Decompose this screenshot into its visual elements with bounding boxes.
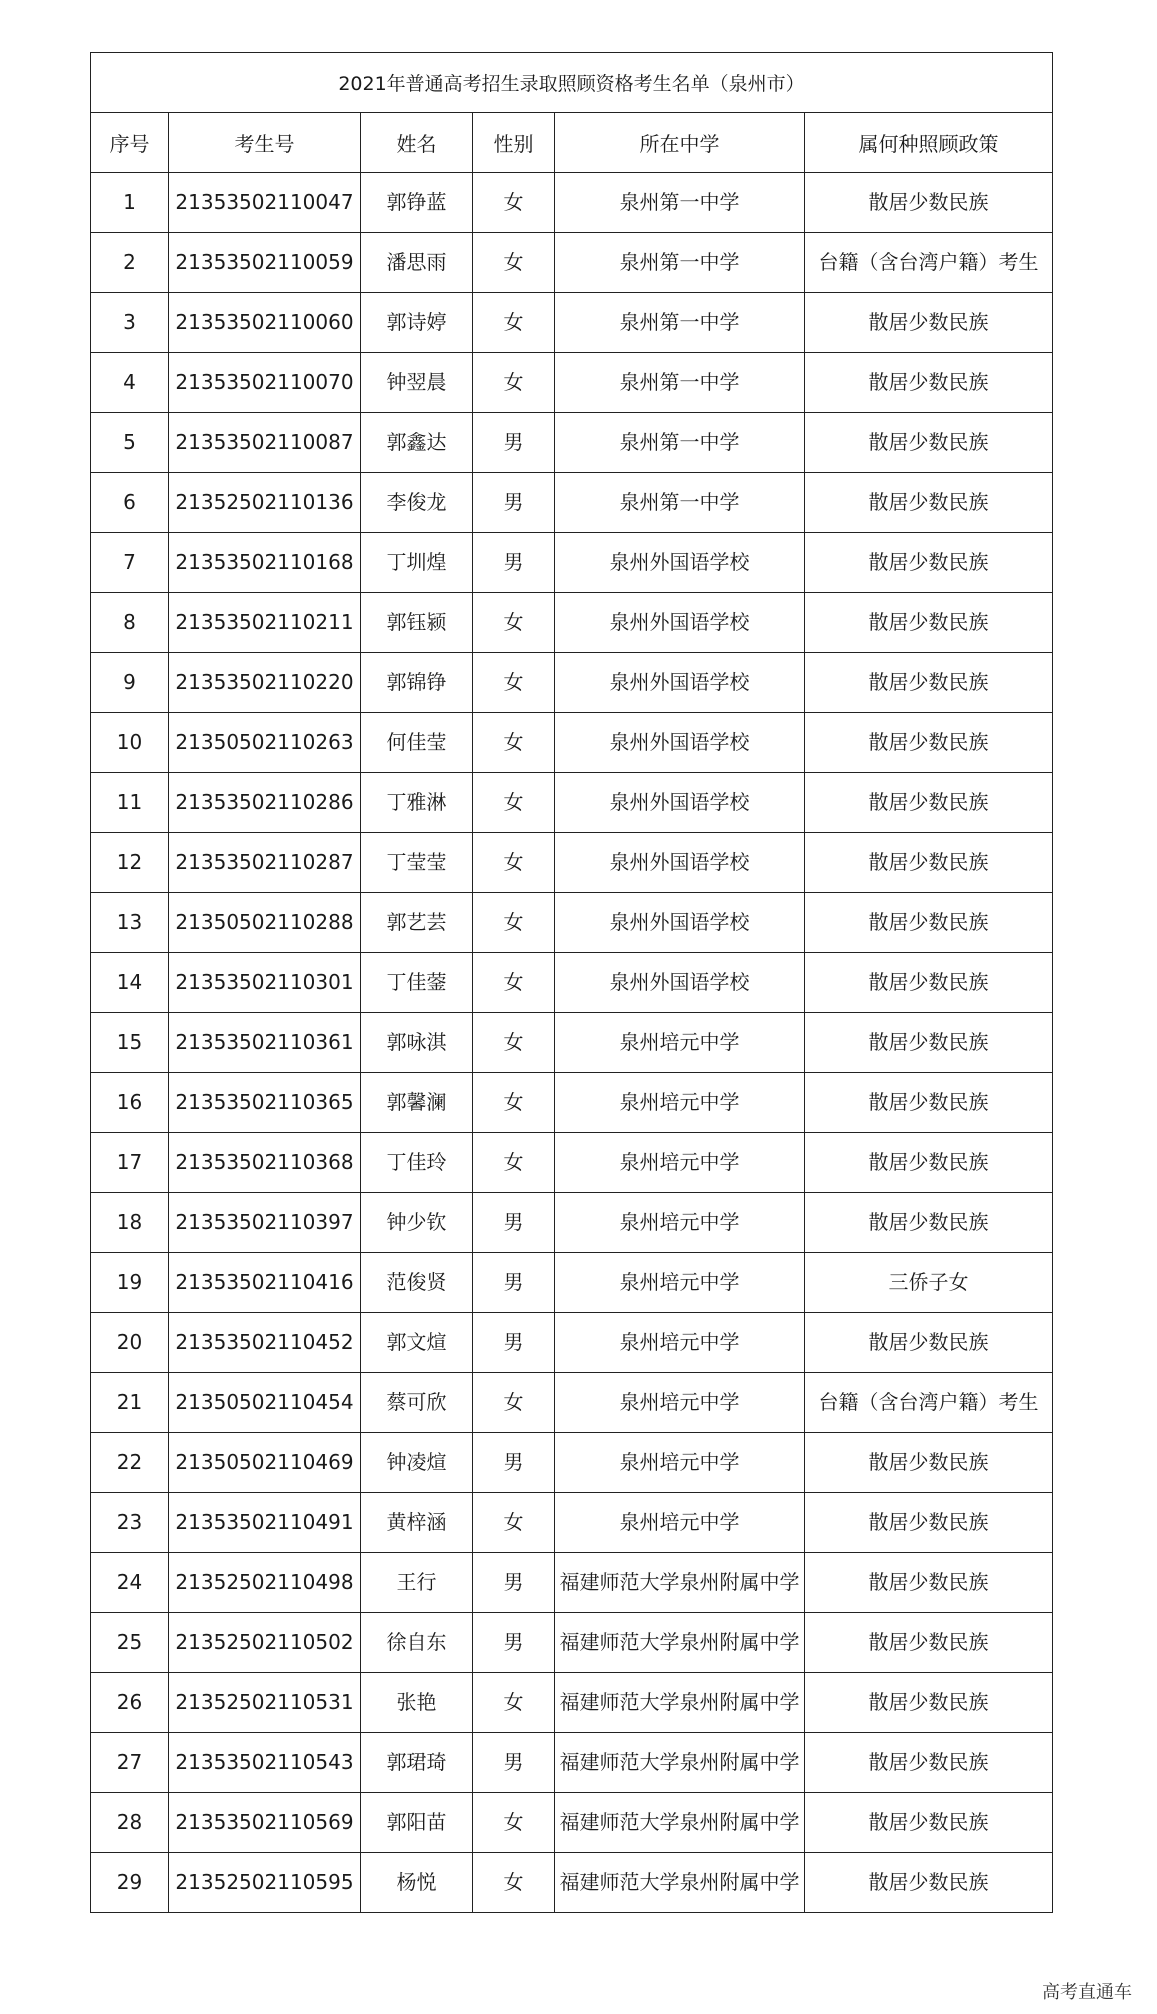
policy-cell: 散居少数民族 [805,833,1053,893]
school-cell: 泉州第一中学 [555,233,805,293]
policy-cell: 散居少数民族 [805,1193,1053,1253]
exam-number-cell: 21353502110361 [169,1013,361,1073]
policy-cell: 散居少数民族 [805,173,1053,233]
table-row [91,1373,1053,1433]
exam-number-cell: 21352502110502 [169,1613,361,1673]
exam-number-cell: 21352502110531 [169,1673,361,1733]
row-index-cell: 21 [91,1373,169,1433]
table-row [91,893,1053,953]
row-index-cell: 10 [91,713,169,773]
student-name-cell: 黄梓涵 [361,1493,473,1553]
student-name-cell: 郭艺芸 [361,893,473,953]
table-row [91,533,1053,593]
row-index-cell: 26 [91,1673,169,1733]
gender-cell: 女 [473,833,555,893]
school-cell: 泉州外国语学校 [555,893,805,953]
exam-number-cell: 21353502110287 [169,833,361,893]
student-name-cell: 钟凌煊 [361,1433,473,1493]
policy-cell: 散居少数民族 [805,653,1053,713]
gender-cell: 女 [473,1073,555,1133]
school-cell: 泉州培元中学 [555,1253,805,1313]
gender-cell: 女 [473,593,555,653]
document-sheet [90,52,1052,1913]
gender-cell: 男 [473,413,555,473]
gender-cell: 男 [473,1313,555,1373]
student-table [90,52,1053,1913]
school-cell: 泉州外国语学校 [555,533,805,593]
school-cell: 福建师范大学泉州附属中学 [555,1553,805,1613]
policy-cell: 台籍（含台湾户籍）考生 [805,233,1053,293]
row-index-cell: 6 [91,473,169,533]
gender-cell: 女 [473,1013,555,1073]
gender-cell: 女 [473,1793,555,1853]
table-row [91,833,1053,893]
policy-cell: 散居少数民族 [805,1073,1053,1133]
row-index-cell: 4 [91,353,169,413]
school-cell: 泉州外国语学校 [555,653,805,713]
gender-cell: 男 [473,1553,555,1613]
policy-cell: 散居少数民族 [805,1013,1053,1073]
column-header-exam-number: 考生号 [169,113,361,173]
student-name-cell: 李俊龙 [361,473,473,533]
student-name-cell: 郭锦铮 [361,653,473,713]
student-name-cell: 丁圳煌 [361,533,473,593]
policy-cell: 散居少数民族 [805,1133,1053,1193]
table-row [91,1253,1053,1313]
row-index-cell: 3 [91,293,169,353]
school-cell: 泉州培元中学 [555,1073,805,1133]
school-cell: 泉州外国语学校 [555,713,805,773]
table-row [91,1853,1053,1913]
exam-number-cell: 21353502110416 [169,1253,361,1313]
table-row [91,1733,1053,1793]
policy-cell: 散居少数民族 [805,413,1053,473]
school-cell: 泉州培元中学 [555,1433,805,1493]
table-row [91,953,1053,1013]
school-cell: 泉州培元中学 [555,1193,805,1253]
school-cell: 泉州外国语学校 [555,593,805,653]
exam-number-cell: 21353502110168 [169,533,361,593]
school-cell: 泉州培元中学 [555,1493,805,1553]
student-name-cell: 钟少钦 [361,1193,473,1253]
gender-cell: 女 [473,1373,555,1433]
policy-cell: 散居少数民族 [805,1793,1053,1853]
column-header-gender: 性别 [473,113,555,173]
exam-number-cell: 21353502110286 [169,773,361,833]
row-index-cell: 27 [91,1733,169,1793]
table-row [91,233,1053,293]
school-cell: 福建师范大学泉州附属中学 [555,1673,805,1733]
exam-number-cell: 21353502110569 [169,1793,361,1853]
policy-cell: 散居少数民族 [805,593,1053,653]
row-index-cell: 7 [91,533,169,593]
row-index-cell: 8 [91,593,169,653]
column-header-index: 序号 [91,113,169,173]
policy-cell: 散居少数民族 [805,1673,1053,1733]
school-cell: 泉州培元中学 [555,1013,805,1073]
policy-cell: 三侨子女 [805,1253,1053,1313]
student-name-cell: 王行 [361,1553,473,1613]
gender-cell: 女 [473,773,555,833]
student-name-cell: 张艳 [361,1673,473,1733]
school-cell: 泉州培元中学 [555,1373,805,1433]
policy-cell: 散居少数民族 [805,1853,1053,1913]
gender-cell: 女 [473,653,555,713]
gender-cell: 女 [473,953,555,1013]
school-cell: 泉州培元中学 [555,1313,805,1373]
student-name-cell: 郭珺琦 [361,1733,473,1793]
table-row [91,413,1053,473]
gender-cell: 男 [473,1613,555,1673]
student-name-cell: 丁雅淋 [361,773,473,833]
gender-cell: 女 [473,893,555,953]
student-name-cell: 丁莹莹 [361,833,473,893]
policy-cell: 散居少数民族 [805,293,1053,353]
gender-cell: 男 [473,1733,555,1793]
table-row [91,293,1053,353]
gender-cell: 女 [473,1853,555,1913]
row-index-cell: 16 [91,1073,169,1133]
exam-number-cell: 21350502110469 [169,1433,361,1493]
policy-cell: 散居少数民族 [805,773,1053,833]
header-row [91,113,1053,173]
student-name-cell: 何佳莹 [361,713,473,773]
gender-cell: 女 [473,713,555,773]
exam-number-cell: 21350502110288 [169,893,361,953]
footer-watermark: 高考直通车 [1042,1982,1132,2003]
exam-number-cell: 21353502110211 [169,593,361,653]
gender-cell: 女 [473,293,555,353]
policy-cell: 散居少数民族 [805,533,1053,593]
student-name-cell: 杨悦 [361,1853,473,1913]
policy-cell: 散居少数民族 [805,1313,1053,1373]
student-name-cell: 郭文煊 [361,1313,473,1373]
row-index-cell: 24 [91,1553,169,1613]
gender-cell: 男 [473,1253,555,1313]
row-index-cell: 17 [91,1133,169,1193]
gender-cell: 女 [473,1133,555,1193]
table-row [91,1673,1053,1733]
gender-cell: 男 [473,1433,555,1493]
policy-cell: 散居少数民族 [805,713,1053,773]
student-name-cell: 郭阳苗 [361,1793,473,1853]
school-cell: 泉州第一中学 [555,293,805,353]
school-cell: 泉州第一中学 [555,173,805,233]
table-row [91,1493,1053,1553]
row-index-cell: 28 [91,1793,169,1853]
column-header-policy: 属何种照顾政策 [805,113,1053,173]
row-index-cell: 1 [91,173,169,233]
gender-cell: 女 [473,233,555,293]
table-row [91,653,1053,713]
row-index-cell: 12 [91,833,169,893]
school-cell: 泉州外国语学校 [555,833,805,893]
school-cell: 福建师范大学泉州附属中学 [555,1853,805,1913]
gender-cell: 女 [473,1673,555,1733]
policy-cell: 散居少数民族 [805,1613,1053,1673]
school-cell: 泉州培元中学 [555,1133,805,1193]
row-index-cell: 19 [91,1253,169,1313]
policy-cell: 散居少数民族 [805,1733,1053,1793]
school-cell: 泉州第一中学 [555,353,805,413]
gender-cell: 男 [473,473,555,533]
policy-cell: 散居少数民族 [805,953,1053,1013]
student-name-cell: 郭铮蓝 [361,173,473,233]
gender-cell: 女 [473,353,555,413]
exam-number-cell: 21353502110060 [169,293,361,353]
policy-cell: 散居少数民族 [805,473,1053,533]
exam-number-cell: 21350502110263 [169,713,361,773]
student-name-cell: 潘思雨 [361,233,473,293]
table-row [91,1433,1053,1493]
table-row [91,473,1053,533]
row-index-cell: 22 [91,1433,169,1493]
policy-cell: 台籍（含台湾户籍）考生 [805,1373,1053,1433]
policy-cell: 散居少数民族 [805,1553,1053,1613]
row-index-cell: 25 [91,1613,169,1673]
exam-number-cell: 21353502110059 [169,233,361,293]
exam-number-cell: 21353502110220 [169,653,361,713]
school-cell: 福建师范大学泉州附属中学 [555,1793,805,1853]
table-row [91,1073,1053,1133]
student-name-cell: 蔡可欣 [361,1373,473,1433]
school-cell: 福建师范大学泉州附属中学 [555,1733,805,1793]
row-index-cell: 14 [91,953,169,1013]
student-name-cell: 郭鑫达 [361,413,473,473]
student-name-cell: 郭诗婷 [361,293,473,353]
student-name-cell: 丁佳玲 [361,1133,473,1193]
exam-number-cell: 21353502110047 [169,173,361,233]
policy-cell: 散居少数民族 [805,1493,1053,1553]
row-index-cell: 11 [91,773,169,833]
policy-cell: 散居少数民族 [805,893,1053,953]
column-header-name: 姓名 [361,113,473,173]
student-name-cell: 范俊贤 [361,1253,473,1313]
exam-number-cell: 21353502110452 [169,1313,361,1373]
exam-number-cell: 21352502110595 [169,1853,361,1913]
table-row [91,1553,1053,1613]
title-row [91,53,1053,113]
gender-cell: 女 [473,173,555,233]
row-index-cell: 15 [91,1013,169,1073]
document-title: 2021年普通高考招生录取照顾资格考生名单（泉州市） [91,53,1053,113]
row-index-cell: 29 [91,1853,169,1913]
exam-number-cell: 21353502110368 [169,1133,361,1193]
school-cell: 泉州外国语学校 [555,773,805,833]
row-index-cell: 20 [91,1313,169,1373]
school-cell: 泉州第一中学 [555,413,805,473]
exam-number-cell: 21353502110397 [169,1193,361,1253]
table-row [91,1133,1053,1193]
exam-number-cell: 21352502110136 [169,473,361,533]
student-name-cell: 郭钰颍 [361,593,473,653]
row-index-cell: 18 [91,1193,169,1253]
table-row [91,1793,1053,1853]
table-row [91,713,1053,773]
student-name-cell: 钟翌晨 [361,353,473,413]
table-row [91,593,1053,653]
student-name-cell: 郭馨澜 [361,1073,473,1133]
exam-number-cell: 21353502110087 [169,413,361,473]
student-name-cell: 郭咏淇 [361,1013,473,1073]
table-row [91,173,1053,233]
exam-number-cell: 21353502110070 [169,353,361,413]
table-row [91,1013,1053,1073]
row-index-cell: 5 [91,413,169,473]
column-header-school: 所在中学 [555,113,805,173]
policy-cell: 散居少数民族 [805,353,1053,413]
student-name-cell: 徐自东 [361,1613,473,1673]
exam-number-cell: 21352502110498 [169,1553,361,1613]
policy-cell: 散居少数民族 [805,1433,1053,1493]
exam-number-cell: 21353502110365 [169,1073,361,1133]
table-row [91,1313,1053,1373]
gender-cell: 男 [473,533,555,593]
school-cell: 泉州外国语学校 [555,953,805,1013]
student-name-cell: 丁佳蓥 [361,953,473,1013]
school-cell: 泉州第一中学 [555,473,805,533]
table-row [91,353,1053,413]
row-index-cell: 13 [91,893,169,953]
exam-number-cell: 21353502110543 [169,1733,361,1793]
table-row [91,773,1053,833]
gender-cell: 男 [473,1193,555,1253]
school-cell: 福建师范大学泉州附属中学 [555,1613,805,1673]
exam-number-cell: 21353502110491 [169,1493,361,1553]
row-index-cell: 2 [91,233,169,293]
exam-number-cell: 21353502110301 [169,953,361,1013]
row-index-cell: 9 [91,653,169,713]
table-row [91,1613,1053,1673]
exam-number-cell: 21350502110454 [169,1373,361,1433]
row-index-cell: 23 [91,1493,169,1553]
table-row [91,1193,1053,1253]
table-body [91,173,1053,1913]
gender-cell: 女 [473,1493,555,1553]
